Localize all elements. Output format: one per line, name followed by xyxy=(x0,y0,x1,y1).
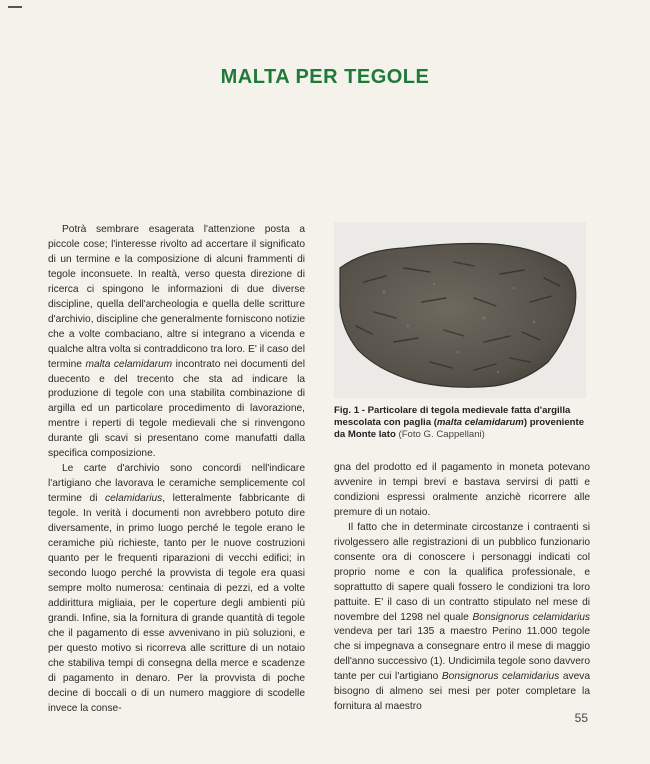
corner-mark xyxy=(8,6,22,8)
paragraph: gna del prodotto ed il pagamento in moneta potevano avvenire in tempi brevi e bastava servirsi di patti e condizioni espressi oralmente anzichè ricorrere alle premure di un notaio. xyxy=(334,462,590,518)
left-column xyxy=(48,223,305,716)
paragraph-text: vendeva per tarì 135 a maestro Perino 11.000 tegole che si impegnava a consegnare entro il mese di maggio dell'anno successivo (1). Undicimila tegole sono davvero tante per cui l'artigiano xyxy=(334,626,590,683)
right-column xyxy=(334,461,590,715)
term-italic: celamidarius xyxy=(105,493,163,505)
term-italic: malta celamidarum xyxy=(85,358,173,370)
tile-fragment-image xyxy=(334,222,586,398)
paragraph xyxy=(334,521,590,715)
term-italic: Bonsignorus celamidarius xyxy=(441,671,560,683)
paragraph-text: Le carte d'archivio sono concordi nell'indicare l'artigiano che lavorava le ceramiche semplicemente col termine di xyxy=(48,463,305,505)
paragraph-text: Potrà sembrare esagerata l'attenzione posta a piccole cose; l'interesse rivolto ad accertare il significato di un termine e la composizione di alcuni frammenti di tegole inconsuete. In realtà, verso questa direzione di ricerca ci spingono le informazioni di due diverse discipline, quella dell'archeologia e quella delle scritture d'archivio, discipline che generalmente forniscono notizie che a volte combaciano, altre si integrano a vicenda e qualche altra volta si contraddicono tra loro. E' il caso del termine xyxy=(48,224,305,370)
paragraph-text: aveva bisogno di almeno sei mesi per poter completare la fornitura al maestro xyxy=(334,671,590,713)
page-title: MALTA PER TEGOLE xyxy=(220,66,430,88)
caption-text: Fig. 1 - Particolare di tegola medievale fatta d'argilla mescolata con paglia ( xyxy=(334,405,571,428)
paragraph-text: , letteralmente fabbricante di tegole. In verità i documenti non avrebbero potuto dire diversamente, in primo luogo perché le tegole erano le ceramiche più richieste, tanto per le nuove costruzioni quanto per le frequenti riparazioni di vecchi edifici; in secondo luogo perché la provvista di tegole era quasi sempre molto numerosa: centinaia di pezzi, ed a volte addirittura migliaia, per le coperture degli ambienti più grandi. Infine, sia la fornitura di grande quantità di tegole che il pagamento di esse avvenivano in più soluzioni, e per questo motivo si ricorreva alle scritture di un notaio che stabiliva tempi di consegna della merce e scadenze di pagamento in denaro. Per la provvista di poche decine di boccali o di un numero maggiore di scodelle invece la conse- xyxy=(48,493,305,714)
figure-caption xyxy=(334,405,590,441)
paragraph xyxy=(48,462,305,716)
paragraph-text: Il fatto che in determinate circostanze i contraenti si rivolgessero alle registrazioni di un pubblico funzionario consente ora di conoscere i personaggi indicati col proprio nome e con la qualifica professionale, e soprattutto di sapere quali fossero le condizioni tra loro pattuite. E' il caso di un contratto stipulato nel mese di novembre del 1298 nel quale xyxy=(334,521,590,623)
term-italic: Bonsignorus celamidarius xyxy=(472,611,591,623)
page-number: 55 xyxy=(574,711,588,725)
figure-tile-photo xyxy=(334,222,586,398)
paragraph xyxy=(48,223,305,462)
caption-term: malta celamidarum xyxy=(436,417,524,428)
paragraph-text: incontrato nei documenti del duecento e del trecento che sta ad indicare la produzione di tegole con una stabilita combinazione di argilla ed un particolare procedimento di lavorazione, mentre i reperti di tegole medievali che si rinvengono durante gli scavi si presentano come manufatti dalla specifica composizione. xyxy=(48,358,305,460)
photo-credit: (Foto G. Cappellani) xyxy=(395,429,485,440)
caption-text: ) proveniente da Monte Iato xyxy=(334,417,585,440)
